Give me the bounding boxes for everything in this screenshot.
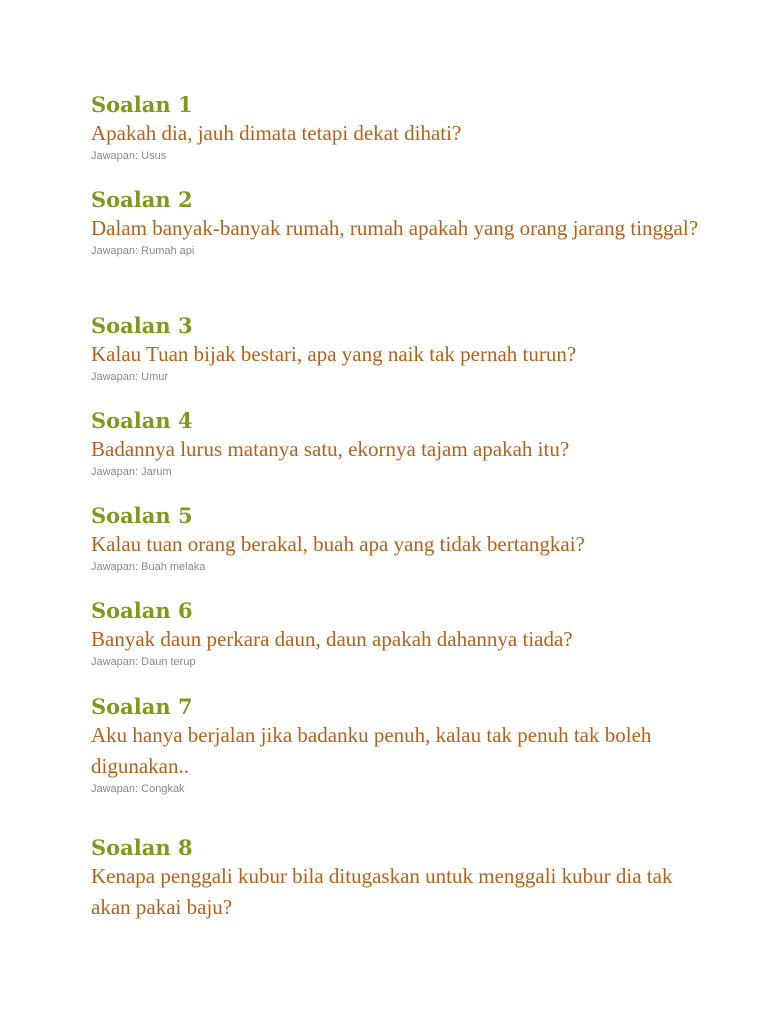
riddle-heading: Soalan 4 [91, 408, 193, 433]
riddle-heading: Soalan 2 [91, 187, 193, 212]
riddle-entry-3 [91, 313, 711, 384]
riddle-question: Kenapa penggali kubur bila ditugaskan untuk menggali kubur dia tak akan pakai baju? [91, 864, 673, 919]
riddle-question: Apakah dia, jauh dimata tetapi dekat dihati? [91, 121, 462, 145]
riddle-entry-4 [91, 408, 711, 479]
riddle-heading: Soalan 7 [91, 694, 193, 719]
riddle-entry-7 [91, 694, 711, 796]
riddle-heading: Soalan 6 [91, 598, 193, 623]
riddle-question: Aku hanya berjalan jika badanku penuh, kalau tak penuh tak boleh digunakan.. [91, 723, 652, 778]
riddle-question: Kalau tuan orang berakal, buah apa yang tidak bertangkai? [91, 532, 585, 556]
riddle-question: Banyak daun perkara daun, daun apakah dahannya tiada? [91, 627, 573, 651]
riddle-heading: Soalan 3 [91, 313, 193, 338]
riddle-answer: Jawapan: Umur [91, 371, 169, 383]
riddle-answer: Jawapan: Usus [91, 150, 167, 162]
riddle-entry-8 [91, 835, 711, 923]
riddle-heading: Soalan 1 [91, 92, 193, 117]
riddle-question: Dalam banyak-banyak rumah, rumah apakah yang orang jarang tinggal? [91, 216, 699, 240]
riddle-heading: Soalan 8 [91, 835, 193, 860]
riddle-entry-6 [91, 598, 711, 669]
riddle-question: Kalau Tuan bijak bestari, apa yang naik tak pernah turun? [91, 342, 577, 366]
riddle-answer: Jawapan: Jarum [91, 466, 172, 478]
riddle-entry-5 [91, 503, 711, 574]
riddle-answer: Jawapan: Buah melaka [91, 561, 206, 573]
riddle-question: Badannya lurus matanya satu, ekornya tajam apakah itu? [91, 437, 570, 461]
riddle-answer: Jawapan: Daun terup [91, 656, 196, 668]
riddle-entry-1 [91, 92, 711, 163]
riddle-entry-2 [91, 187, 711, 258]
riddle-heading: Soalan 5 [91, 503, 193, 528]
riddle-answer: Jawapan: Rumah api [91, 245, 195, 257]
riddle-answer: Jawapan: Congkak [91, 783, 185, 795]
